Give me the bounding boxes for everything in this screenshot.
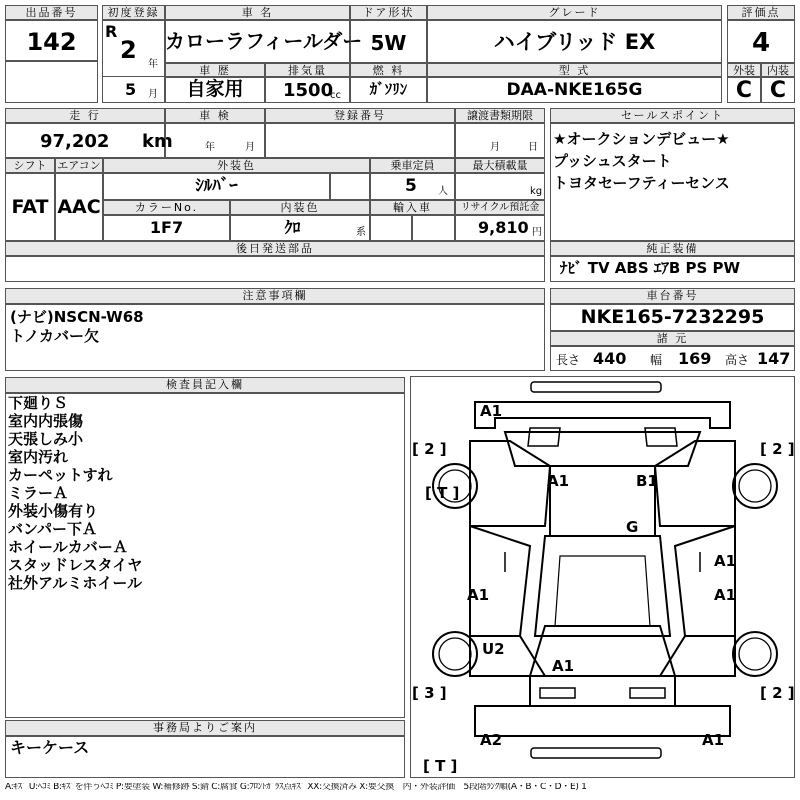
fuel-header: 燃 料	[350, 63, 427, 77]
sales-points-lines	[553, 128, 730, 194]
capacity-header: 乗車定員	[370, 158, 455, 173]
front-fender-right	[655, 441, 735, 526]
first-reg-month-unit: 月	[148, 89, 158, 100]
car-name-header: 車 名	[165, 5, 350, 20]
displacement-header: 排気量	[265, 63, 350, 77]
interior-color-value: ｸﾛ	[284, 218, 301, 237]
damage-mark: B1	[636, 472, 658, 490]
mileage-header: 走 行	[5, 108, 165, 123]
registration-header: 登録番号	[265, 108, 455, 123]
length-label: 長さ	[556, 353, 581, 367]
ac-value: AAC	[57, 196, 101, 218]
rear-lamp-right	[630, 688, 665, 698]
inspector-line: 社外アルミホイール	[8, 574, 143, 592]
registration-box	[265, 123, 455, 158]
later-parts-box	[5, 256, 545, 282]
height-value: 147	[757, 349, 791, 368]
damage-mark: A1	[467, 586, 490, 604]
exterior-color-value: ｼﾙﾊﾞｰ	[195, 176, 238, 196]
length-value: 440	[593, 349, 627, 368]
damage-mark: U2	[482, 640, 505, 658]
tire-tread-mark: [ T ]	[425, 484, 460, 502]
import-box-2	[412, 215, 455, 241]
front-grille-left	[528, 428, 560, 446]
fuel-value: ｶﾞｿﾘﾝ	[369, 80, 408, 98]
recycle-header: リサイクル預託金	[455, 200, 545, 215]
damage-mark: A2	[480, 731, 503, 749]
width-value: 169	[678, 349, 712, 368]
car-damage-diagram	[410, 376, 795, 778]
inspector-line: ミラーＡ	[8, 484, 69, 502]
mileage-value: 97,202	[40, 131, 110, 152]
wheel-rear-left-inner	[439, 638, 471, 670]
inspector-line: 外装小傷有り	[8, 502, 99, 520]
sales-point-line: トヨタセーフティーセンス	[553, 174, 730, 192]
mileage-unit: km	[142, 131, 173, 152]
inspector-header: 検査員記入欄	[5, 377, 405, 393]
import-box	[370, 215, 412, 241]
grade-header: グレード	[427, 5, 722, 20]
sales-point-line: プッシュスタート	[553, 152, 672, 170]
dims-header: 諸 元	[550, 331, 795, 346]
inspector-line: 室内内張傷	[8, 412, 84, 430]
inspector-line: カーペットすれ	[8, 466, 113, 484]
shift-header: シフト	[5, 158, 55, 173]
transfer-month-unit: 月	[490, 142, 500, 153]
inspector-line: 室内汚れ	[8, 448, 69, 466]
damage-mark: G	[626, 518, 639, 536]
equipment-value: ﾅﾋﾞ TV ABS ｴｱB PS PW	[560, 259, 741, 277]
ac-header: エアコン	[55, 158, 103, 173]
damage-mark: A1	[714, 552, 737, 570]
interior-color-header: 内装色	[230, 200, 370, 215]
first-reg-year: 2	[120, 36, 137, 64]
body-right	[675, 526, 735, 636]
tire-tread-mark: [ T ]	[423, 757, 458, 775]
first-reg-header: 初度登録	[102, 5, 165, 20]
interior-score-header: 内装	[761, 63, 795, 77]
damage-mark: A1	[480, 402, 503, 420]
model-header: 型 式	[427, 63, 722, 77]
diagram-frame	[411, 377, 795, 778]
exterior-score-header: 外装	[727, 63, 761, 77]
recycle-value: 9,810	[478, 218, 529, 237]
interior-color-unit: 系	[356, 227, 366, 238]
model-value: DAA-NKE165G	[506, 80, 643, 100]
color-no-header: カラーNo.	[103, 200, 230, 215]
front-bumper-top	[531, 382, 661, 392]
wheel-rear-right-inner	[739, 638, 771, 670]
inspector-line: スタッドレスタイヤ	[8, 556, 143, 574]
wheel-front-right-inner	[739, 470, 771, 502]
import-header: 輸入車	[370, 200, 455, 215]
sales-points-header: セールスポイント	[550, 108, 795, 123]
max-load-unit: kg	[530, 186, 543, 197]
body-left	[470, 526, 530, 636]
roof-inner	[555, 556, 650, 626]
height-label: 高さ	[725, 353, 750, 367]
note-line: (ナビ)NSCN-W68	[10, 308, 144, 326]
door-value: 5W	[370, 31, 407, 55]
score-value: 4	[751, 28, 771, 58]
front-fender-left	[470, 441, 550, 526]
tire-tread-mark: [ 2 ]	[760, 440, 795, 458]
recycle-unit: 円	[532, 227, 542, 238]
inspection-header: 車 検	[165, 108, 265, 123]
grade-value: ハイブリッド EX	[493, 30, 656, 54]
interior-score-value: C	[769, 78, 787, 103]
capacity-unit: 人	[438, 186, 448, 197]
rear-gate	[530, 676, 675, 706]
shift-value: FAT	[11, 196, 49, 218]
transfer-header: 譲渡書類期限	[455, 108, 545, 123]
lot-no-value: 142	[26, 28, 77, 56]
color-no-value: 1F7	[149, 218, 184, 237]
first-reg-year-unit: 年	[148, 59, 158, 70]
exterior-color-header: 外装色	[103, 158, 370, 173]
score-header: 評価点	[727, 5, 795, 20]
inspector-line: 下廻りＳ	[8, 394, 69, 412]
rear-lamp-left	[540, 688, 575, 698]
max-load-header: 最大積載量	[455, 158, 545, 173]
sales-point-line: ★オークションデビュー★	[553, 130, 730, 148]
notes-header: 注意事項欄	[5, 288, 545, 304]
inspector-line: バンパー下Ａ	[8, 520, 97, 538]
damage-mark: A1	[547, 472, 570, 490]
damage-mark: A1	[702, 731, 725, 749]
tire-tread-mark: [ 2 ]	[412, 440, 447, 458]
capacity-value: 5	[405, 176, 417, 196]
front-bumper	[475, 402, 730, 428]
width-label: 幅	[650, 353, 663, 367]
inspection-year-unit: 年	[205, 142, 215, 153]
front-grille-right	[645, 428, 677, 446]
equipment-header: 純正装備	[550, 241, 795, 256]
chassis-value: NKE165-7232295	[580, 306, 765, 328]
exterior-color-extra-box	[330, 173, 370, 200]
car-name-value: カローラフィールダー	[165, 29, 363, 53]
transfer-day-unit: 日	[528, 142, 538, 153]
tire-tread-mark: [ 2 ]	[760, 684, 795, 702]
history-value: 自家用	[186, 78, 244, 100]
later-parts-header: 後日発送部品	[5, 241, 545, 256]
inspector-line: 天張しみ小	[8, 430, 84, 448]
first-reg-era: R	[105, 22, 118, 41]
chassis-header: 車台番号	[550, 288, 795, 304]
notes-lines	[10, 308, 144, 346]
lot-no-lower-box	[5, 61, 98, 103]
first-reg-month: 5	[125, 80, 137, 99]
inspector-line: ホイールカバーＡ	[8, 538, 128, 556]
tire-tread-mark: [ 3 ]	[412, 684, 447, 702]
inspection-month-unit: 月	[245, 142, 255, 153]
damage-mark: A1	[714, 586, 737, 604]
inspector-lines	[8, 394, 142, 592]
note-line: トノカバー欠	[10, 327, 99, 345]
door-header: ドア形状	[350, 5, 427, 20]
office-value: キーケース	[10, 738, 90, 757]
rear-quarter-right	[660, 636, 735, 676]
history-header: 車 歴	[165, 63, 265, 77]
displacement-unit: cc	[330, 90, 341, 101]
lot-no-header: 出品番号	[5, 5, 98, 20]
rear-bumper	[475, 706, 730, 736]
exterior-score-value: C	[735, 78, 753, 103]
displacement-value: 1500	[283, 80, 334, 101]
legend: A:ｷｽﾞ U:ﾍｺﾐ B:ｷｽﾞを伴うﾍｺﾐ P:要塗装 W:補修跡 S:錆 C:腐食 G:ﾌﾛﾝﾄｶﾞﾗｽ点ｷｽﾞ XX:交換済み X:要交換 内・外装評価 5段階ﾗﾝｸ順(A・B・C・D・E) 1	[5, 783, 587, 792]
rear-bumper-bottom	[531, 748, 661, 758]
first-reg-divider	[102, 76, 165, 77]
office-header: 事務局よりご案内	[5, 720, 405, 736]
damage-mark: A1	[552, 657, 575, 675]
hood	[505, 432, 700, 466]
